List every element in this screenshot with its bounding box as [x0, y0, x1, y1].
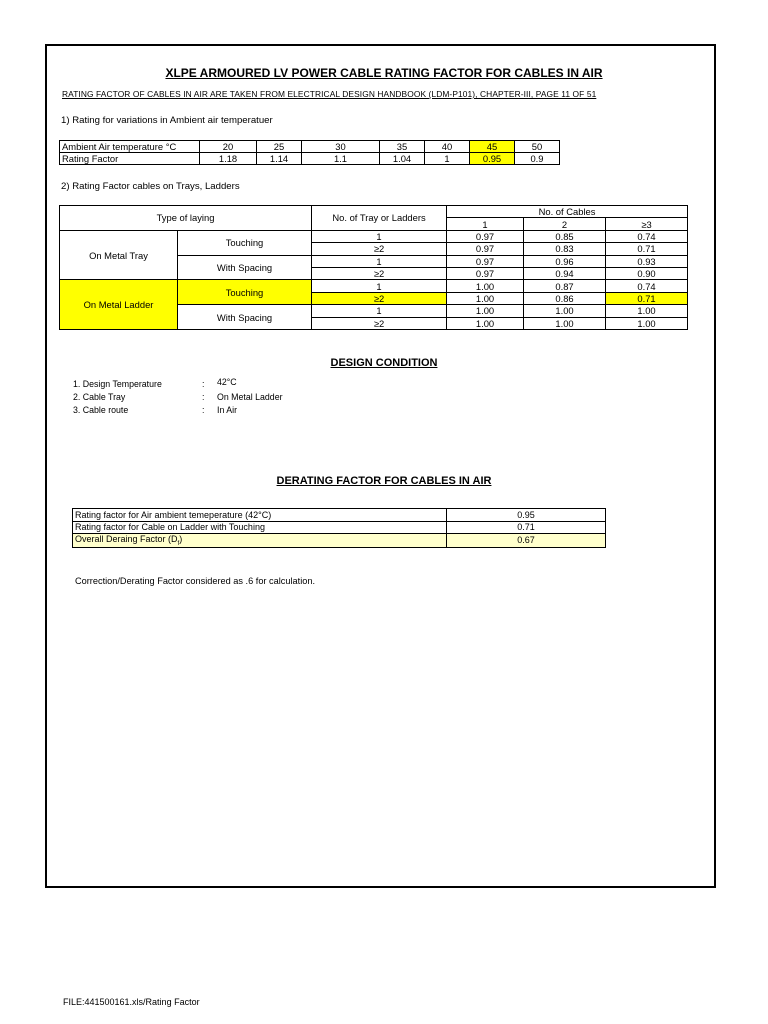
value-cell: 0.71	[606, 243, 688, 255]
value-cell: 0.97	[447, 255, 524, 267]
trays-cell: ≥2	[312, 317, 447, 329]
value-cell: 0.93	[606, 255, 688, 267]
temperature-cell-selected: 45	[470, 141, 515, 153]
derating-heading: DERATING FACTOR FOR CABLES IN AIR	[276, 475, 492, 487]
value-cell: 1.00	[524, 305, 606, 317]
trays-cell: 1	[312, 280, 447, 292]
file-footer: FILE:441500161.xls/Rating Factor	[63, 997, 200, 1007]
design-item-label: 3. Cable route	[73, 405, 129, 415]
cable-col-header: 2	[524, 218, 606, 230]
trays-cell: ≥2	[312, 243, 447, 255]
page-title: XLPE ARMOURED LV POWER CABLE RATING FACTOR FOR CABLES IN AIR	[165, 66, 603, 80]
section1-heading: 1) Rating for variations in Ambient air temperatuer	[61, 115, 273, 126]
factor-cell: 1.18	[200, 153, 257, 165]
trays-cell: 1	[312, 305, 447, 317]
value-cell: 0.97	[447, 230, 524, 242]
subgroup-with-spacing: With Spacing	[178, 305, 312, 330]
temperature-cell: 35	[380, 141, 425, 153]
trays-cell: 1	[312, 230, 447, 242]
value-cell: 1.00	[447, 317, 524, 329]
table-row	[73, 509, 606, 522]
design-condition-heading: DESIGN CONDITION	[330, 357, 438, 369]
table-row	[60, 280, 688, 292]
ambient-temperature-row	[60, 141, 560, 153]
trays-cell: ≥2	[312, 267, 447, 279]
value-cell: 0.74	[606, 280, 688, 292]
factor-cell: 1.14	[257, 153, 302, 165]
derating-note: Correction/Derating Factor considered as .6 for calculation.	[75, 576, 316, 586]
col-no-of-trays: No. of Tray or Ladders	[312, 206, 447, 231]
value-cell: 0.90	[606, 267, 688, 279]
value-cell: 0.97	[447, 267, 524, 279]
page-subtitle: RATING FACTOR OF CABLES IN AIR ARE TAKEN FROM ELECTRICAL DESIGN HANDBOOK (LDM-P101), CHAPTER-III, PAGE 11 OF 51	[62, 89, 597, 99]
factor-cell: 1.1	[302, 153, 380, 165]
col-type-of-laying: Type of laying	[60, 206, 312, 231]
value-cell: 1.00	[447, 292, 524, 304]
derating-value: 0.71	[447, 521, 606, 534]
rating-factor-label: Rating Factor	[60, 153, 200, 165]
value-cell: 0.86	[524, 292, 606, 304]
col-no-of-cables: No. of Cables	[447, 206, 688, 218]
design-item-label: 1. Design Temperature	[73, 379, 162, 389]
cable-col-header: 1	[447, 218, 524, 230]
value-cell-selected: 0.71	[606, 292, 688, 304]
subgroup-with-spacing: With Spacing	[178, 255, 312, 280]
section2-heading: 2) Rating Factor cables on Trays, Ladders	[61, 181, 240, 192]
design-item-value: In Air	[217, 405, 238, 415]
derating-value: 0.95	[447, 509, 606, 522]
design-item-label: 2. Cable Tray	[73, 392, 126, 402]
value-cell: 0.96	[524, 255, 606, 267]
design-item-value: 42°C	[217, 377, 237, 387]
table-row	[60, 230, 688, 242]
temperature-cell: 25	[257, 141, 302, 153]
subgroup-touching: Touching	[178, 230, 312, 255]
derating-label-end: )	[179, 534, 183, 544]
value-cell: 1.00	[606, 305, 688, 317]
design-item-sep: :	[202, 392, 205, 402]
cable-col-header: ≥3	[606, 218, 688, 230]
derating-table	[72, 508, 606, 548]
trays-table	[59, 205, 688, 330]
factor-cell: 0.9	[515, 153, 560, 165]
trays-cell: 1	[312, 255, 447, 267]
factor-cell-selected: 0.95	[470, 153, 515, 165]
table-row-total	[73, 534, 606, 548]
value-cell: 1.00	[447, 305, 524, 317]
derating-value: 0.67	[447, 534, 606, 548]
group-on-metal-tray: On Metal Tray	[60, 230, 178, 280]
value-cell: 0.97	[447, 243, 524, 255]
value-cell: 1.00	[524, 317, 606, 329]
page-frame	[45, 44, 716, 888]
design-item-sep: :	[202, 405, 205, 415]
value-cell: 0.85	[524, 230, 606, 242]
factor-cell: 1.04	[380, 153, 425, 165]
rating-factor-row	[60, 153, 560, 165]
temperature-cell: 20	[200, 141, 257, 153]
value-cell: 0.87	[524, 280, 606, 292]
value-cell: 0.83	[524, 243, 606, 255]
temperature-cell: 30	[302, 141, 380, 153]
factor-cell: 1	[425, 153, 470, 165]
ambient-temperature-label: Ambient Air temperature °C	[60, 141, 200, 153]
table-row	[73, 521, 606, 534]
value-cell: 0.94	[524, 267, 606, 279]
derating-label: Overall Deraing Factor (D	[75, 534, 178, 544]
derating-label: Rating factor for Air ambient temeperature (42°C)	[73, 509, 447, 522]
value-cell: 1.00	[447, 280, 524, 292]
overall-derating-label	[73, 534, 447, 548]
design-item-value: On Metal Ladder	[217, 392, 283, 402]
temperature-cell: 50	[515, 141, 560, 153]
trays-cell-selected: ≥2	[312, 292, 447, 304]
subgroup-touching-selected: Touching	[178, 280, 312, 305]
derating-label-subscript: f	[177, 540, 180, 547]
value-cell: 0.74	[606, 230, 688, 242]
ambient-table	[59, 140, 560, 165]
design-item-sep: :	[202, 379, 205, 389]
value-cell: 1.00	[606, 317, 688, 329]
derating-label: Rating factor for Cable on Ladder with Touching	[73, 521, 447, 534]
temperature-cell: 40	[425, 141, 470, 153]
group-on-metal-ladder: On Metal Ladder	[60, 280, 178, 330]
